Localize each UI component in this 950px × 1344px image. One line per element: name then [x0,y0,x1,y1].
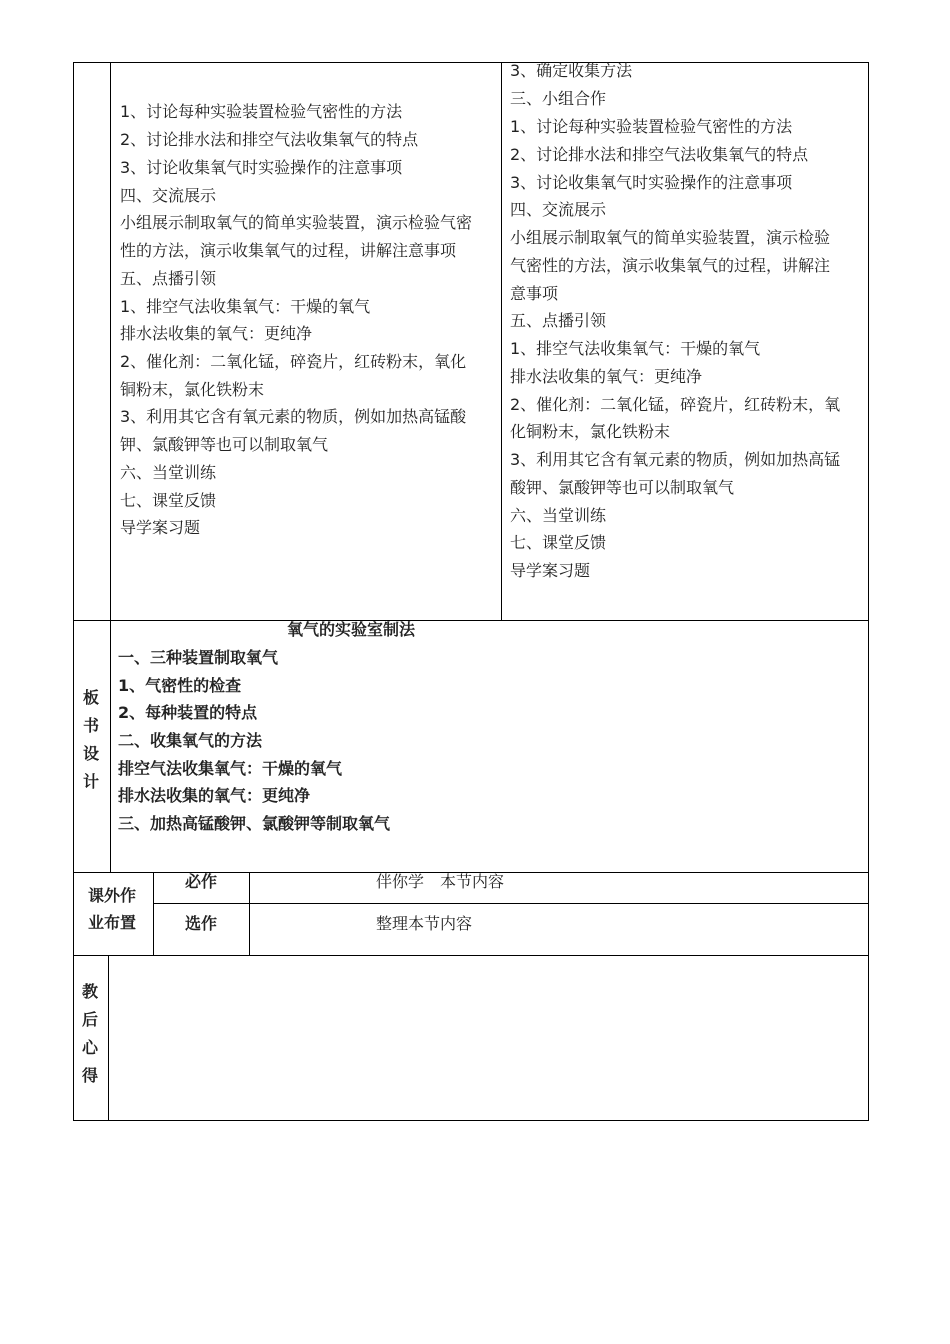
board-line: 排空气法收集氧气：干燥的氧气 [118,759,343,778]
reflection-label-char: 教 [81,982,98,1001]
right-line: 排水法收集的氧气：更纯净 [510,367,703,386]
right-line: 意事项 [510,284,559,303]
right-line: 酸钾、氯酸钾等也可以制取氧气 [510,478,735,497]
board-design-label-char: 设 [82,744,99,763]
reflection-label-char: 后 [81,1010,98,1029]
left-line: 导学案习题 [120,518,201,537]
board-line: 2、每种装置的特点 [118,703,258,722]
optional-content: 整理本节内容 [376,914,473,933]
board-design-label-char: 计 [82,772,99,791]
reflection-label-char: 心 [81,1038,98,1057]
right-line: 3、讨论收集氧气时实验操作的注意事项 [510,173,793,192]
board-line: 1、气密性的检查 [118,676,242,695]
left-line: 七、课堂反馈 [120,491,217,510]
left-line: 铜粉末，氯化铁粉末 [120,380,265,399]
right-line: 导学案习题 [510,561,591,580]
right-line: 1、讨论每种实验装置检验气密性的方法 [510,117,793,136]
left-line: 3、讨论收集氧气时实验操作的注意事项 [120,158,403,177]
right-line: 3、利用其它含有氧元素的物质，例如加热高锰 [510,450,841,469]
right-line: 三、小组合作 [510,89,607,108]
board-title: 氧气的实验室制法 [287,620,416,639]
right-line: 六、当堂训练 [510,506,607,525]
homework-label: 业布置 [88,913,137,932]
left-line: 排水法收集的氧气：更纯净 [120,324,313,343]
left-line: 2、催化剂：二氧化锰，碎瓷片，红砖粉末，氧化 [120,352,467,371]
right-line: 气密性的方法，演示收集氧气的过程，讲解注 [510,256,831,275]
board-line: 二、收集氧气的方法 [118,731,263,750]
required-content: 伴你学 本节内容 [376,872,505,891]
right-line: 七、课堂反馈 [510,533,607,552]
right-line: 2、催化剂：二氧化锰，碎瓷片，红砖粉末，氧 [510,395,841,414]
left-line: 2、讨论排水法和排空气法收集氧气的特点 [120,130,419,149]
right-line: 3、确定收集方法 [510,61,633,80]
left-line: 1、讨论每种实验装置检验气密性的方法 [120,102,403,121]
right-line: 小组展示制取氧气的简单实验装置，演示检验 [510,228,831,247]
right-line: 1、排空气法收集氧气：干燥的氧气 [510,339,761,358]
required-label: 必作 [185,872,218,891]
left-line: 性的方法，演示收集氧气的过程，讲解注意事项 [120,241,457,260]
reflection-label-char: 得 [81,1066,98,1085]
left-line: 六、当堂训练 [120,463,217,482]
left-line: 四、交流展示 [120,186,217,205]
optional-label: 选作 [185,914,218,933]
left-line: 1、排空气法收集氧气：干燥的氧气 [120,297,371,316]
right-line: 化铜粉末，氯化铁粉末 [510,422,671,441]
board-design-label-char: 书 [82,716,99,735]
right-line: 四、交流展示 [510,200,607,219]
board-line: 三、加热高锰酸钾、氯酸钾等制取氧气 [118,814,391,833]
homework-label: 课外作 [88,886,137,905]
right-line: 2、讨论排水法和排空气法收集氧气的特点 [510,145,809,164]
board-design-label-char: 板 [82,688,99,707]
board-line: 排水法收集的氧气：更纯净 [118,786,311,805]
left-line: 3、利用其它含有氧元素的物质，例如加热高锰酸 [120,407,467,426]
left-line: 钾、氯酸钾等也可以制取氧气 [120,435,329,454]
left-line: 小组展示制取氧气的简单实验装置，演示检验气密 [120,213,473,232]
right-line: 五、点播引领 [510,311,607,330]
left-line: 五、点播引领 [120,269,217,288]
board-line: 一、三种装置制取氧气 [118,648,279,667]
